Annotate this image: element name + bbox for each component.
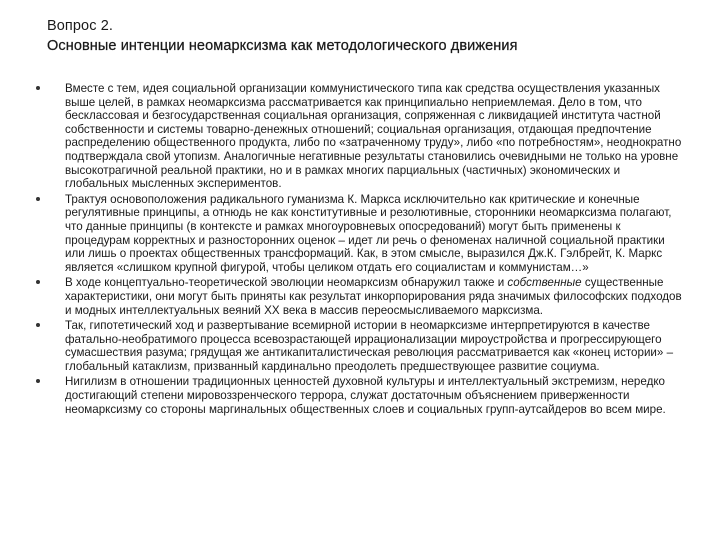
list-item	[36, 319, 684, 373]
list-item-text: Нигилизм в отношении традиционных ценностей духовной культуры и интеллектуальный экстремизм, нередко достигающий степени мировоззренческого террора, служат достаточным объяснением приверженности неомарксизму со стороны маргинальных общественных слоев и социальных групп-аутсайдеров во всем мире.	[65, 375, 666, 416]
question-heading: Основные интенции неомарксизма как методологического движения	[47, 38, 518, 54]
list-item	[36, 276, 684, 317]
bullet-dot-icon	[36, 280, 40, 284]
list-item	[36, 82, 684, 191]
bullet-dot-icon	[36, 197, 40, 201]
list-item	[36, 193, 684, 275]
list-item	[36, 375, 684, 416]
list-item-text-start: В ходе концептуально-теоретической эволюции неомарксизм обнаружил также и	[65, 276, 508, 290]
list-item-text: Так, гипотетический ход и развертывание всемирной истории в неомарксизме интерпретируются в качестве фатально-необратимого процесса всевозрастающей иррационализации мироустройства и прогрессирующего сумасшествия разума; грядущая же антикапиталистическая революция рассматривается как «конец истории» – глобальный катаклизм, призванный кардинально преодолеть предшествующее развитие социума.	[65, 319, 674, 373]
list-item-text-end: существенные характеристики, они могут быть приняты как результат инкорпорирования ряда значимых философских подходов и модных интеллектуальных веяний XX века в массив переосмысливаемого марксизма.	[65, 276, 682, 317]
list-item-text: Трактуя основоположения радикального гуманизма К. Маркса исключительно как критические и конечные регулятивные принципы, а отнюдь не как конститутивные и резолютивные, сторонники неомарксизма полагают, что данные принципы (в контексте и рамках многоуровневых опосредований) могут быть применены к процедурам корректных и разносторонних оценок – идет ли речь о феноменах наличной социальной практики или лишь о проектах общественных трансформаций. Как, в этом смысле, выразился Дж.К. Гэлбрейт, К. Маркс является «слишком крупной фигурой, чтобы целиком отдать его социалистам и коммунистам…»	[65, 192, 672, 274]
slide-title	[47, 16, 687, 56]
bullet-dot-icon	[36, 86, 40, 90]
bullet-dot-icon	[36, 379, 40, 383]
list-item-text-emphasis: собственные	[507, 276, 582, 290]
bullet-dot-icon	[36, 323, 40, 327]
list-item-text: Вместе с тем, идея социальной организации коммунистического типа как средства осуществления указанных выше целей, в рамках неомарксизма рассматривается как принципиально неприемлемая. Дело в том, что бесклассовая и безгосударственная социальная организация, сопряженная с ликвидацией института частной собственности и системы товарно-денежных отношений; социальная организация, отдающая предпочтение распределению общественного продукта, либо по «затраченному труду», либо «по потребностям», неоднократно подтверждала свой утопизм. Аналогичные негативные результаты становились очевидными не только на уровне высокотрагичной реальной практики, но и в рамках многих парциальных (частичных) экономических и глобальных мысленных экспериментов.	[65, 82, 682, 191]
question-number: Вопрос 2.	[47, 18, 113, 34]
bullet-list	[36, 82, 684, 416]
